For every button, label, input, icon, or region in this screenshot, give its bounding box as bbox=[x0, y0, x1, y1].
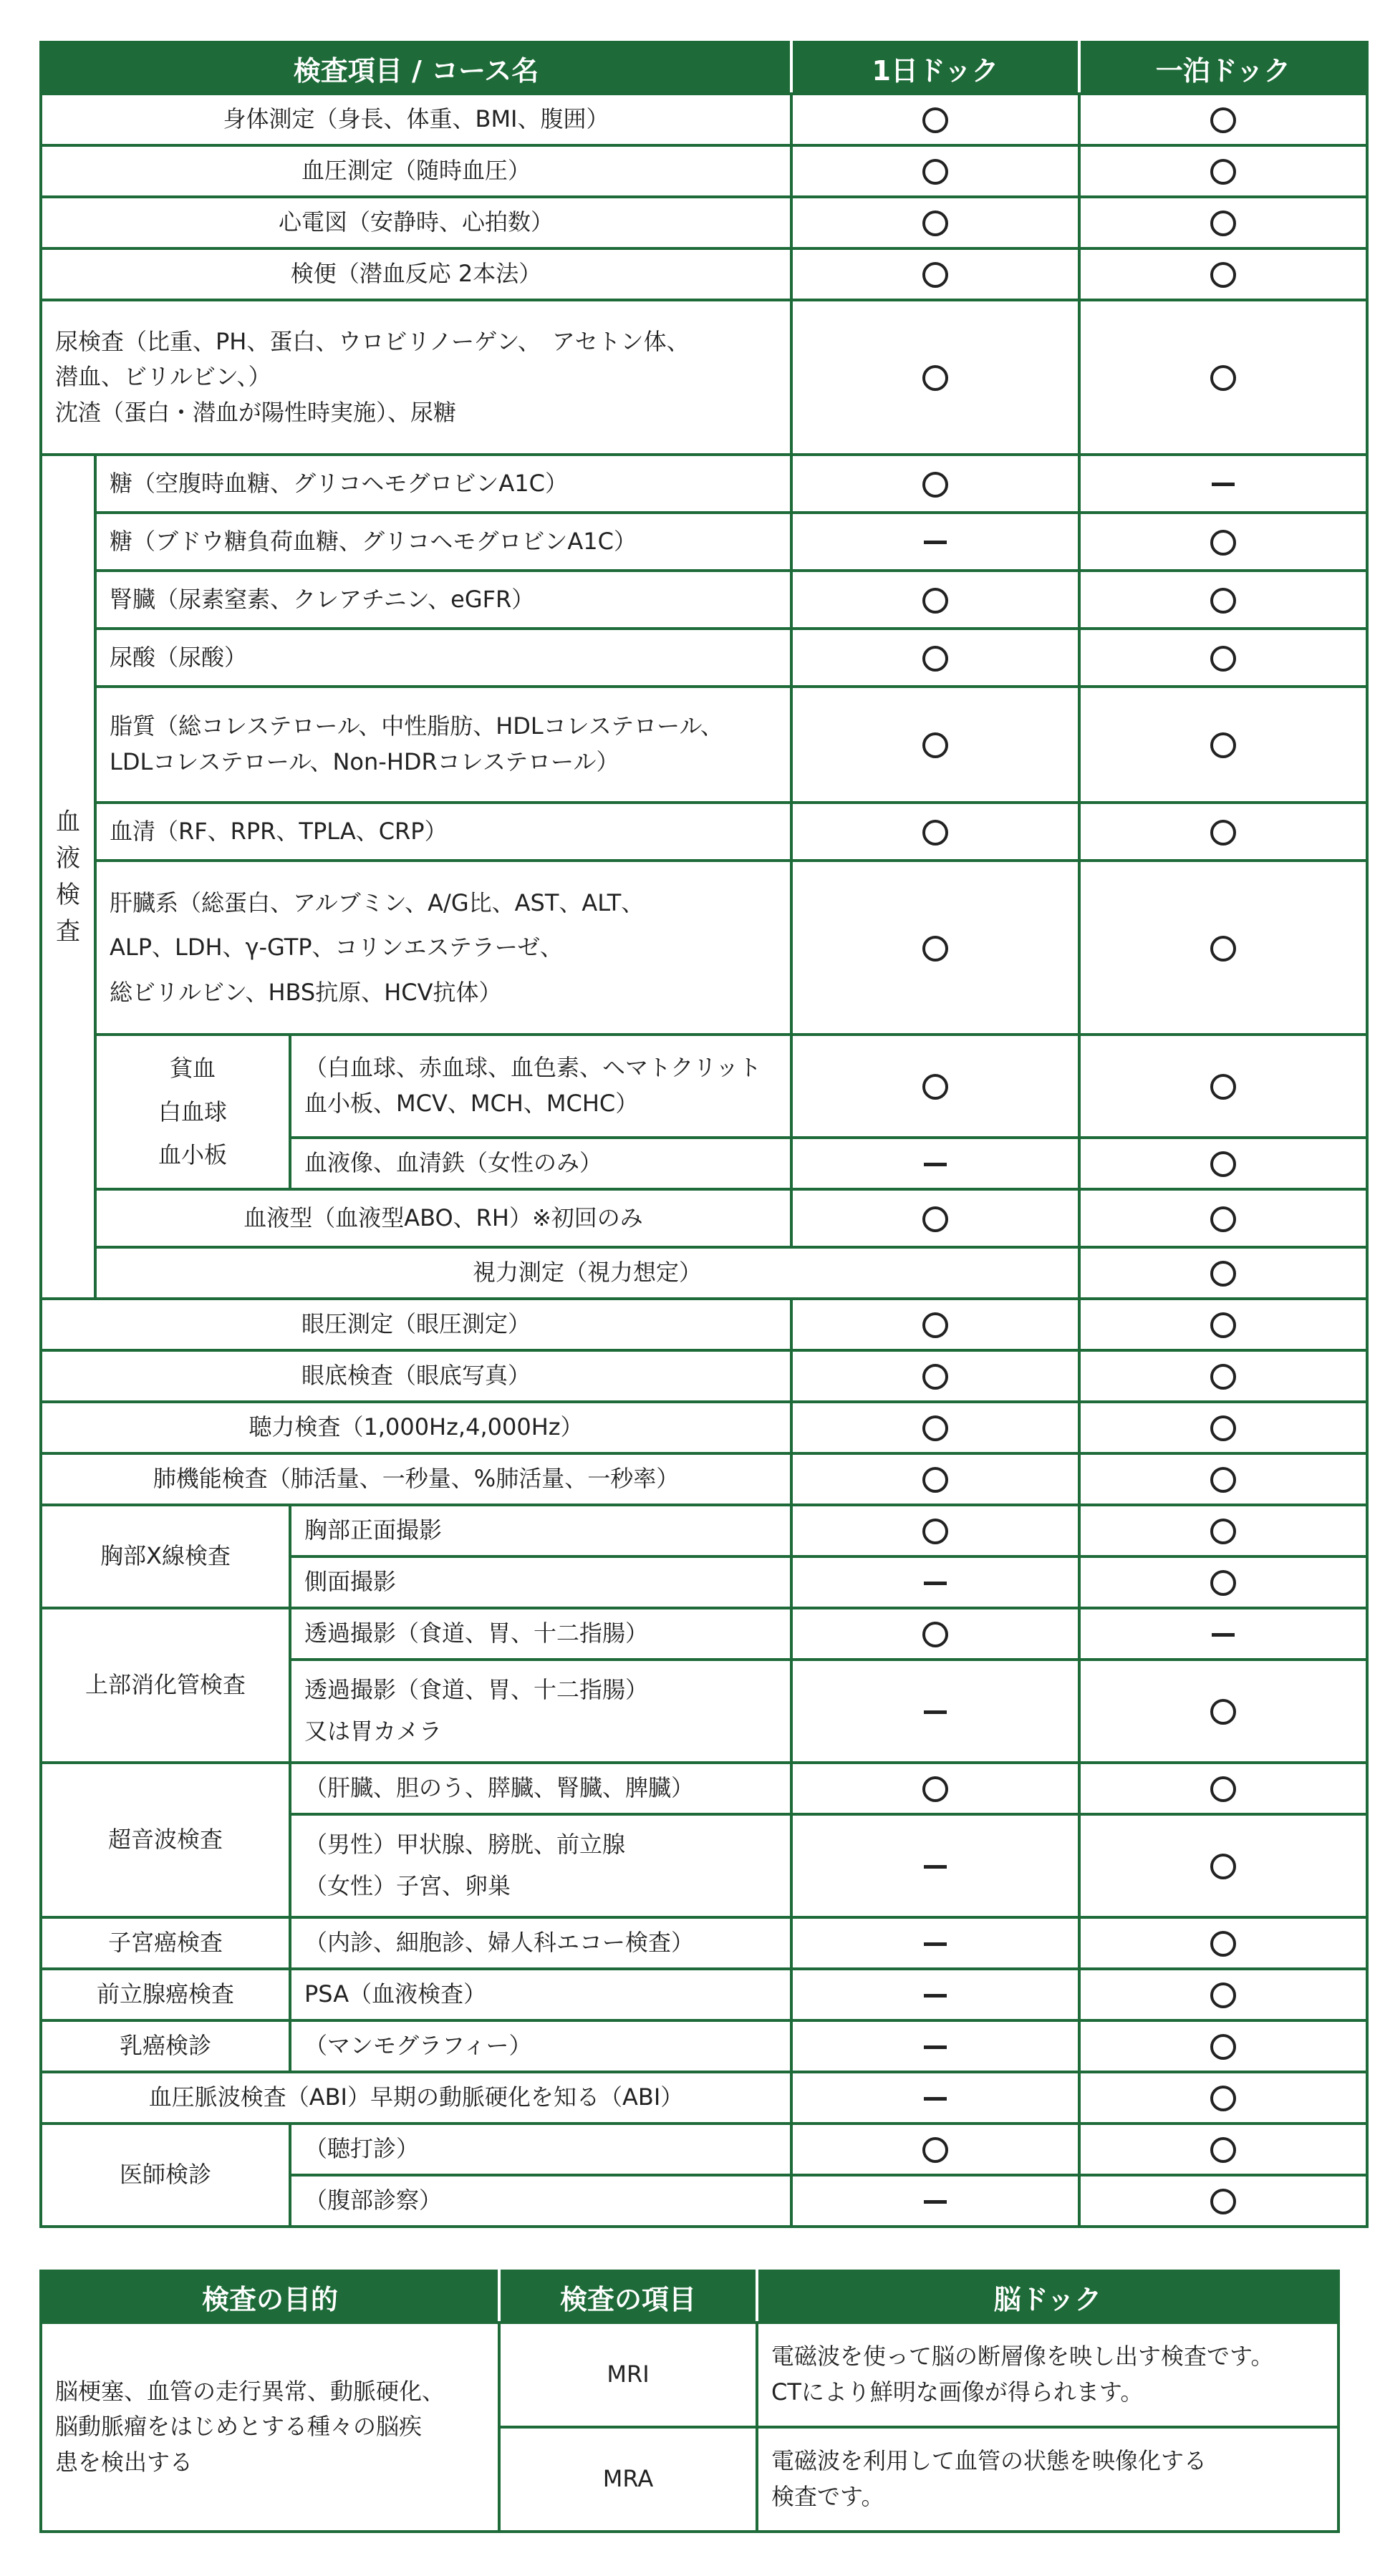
dash-mark-icon bbox=[924, 2045, 947, 2049]
mark-cell bbox=[791, 2020, 1079, 2072]
mark-cell bbox=[1079, 803, 1367, 861]
table-row bbox=[41, 2072, 1367, 2124]
mark-cell bbox=[791, 2072, 1079, 2124]
exam-label: 血圧測定（随時血圧） bbox=[41, 145, 791, 197]
exam-label: PSA（血液検査） bbox=[290, 1969, 791, 2020]
exam-label: （聴打診） bbox=[290, 2124, 791, 2175]
circle-mark-icon bbox=[1210, 1312, 1236, 1338]
circle-mark-icon bbox=[1210, 262, 1236, 288]
mark-cell bbox=[791, 803, 1079, 861]
mark-cell bbox=[791, 1556, 1079, 1608]
text-line: （男性）甲状腺、膀胱、前立腺 bbox=[304, 1831, 626, 1859]
table-row bbox=[41, 145, 1367, 197]
mark-cell bbox=[1079, 1402, 1367, 1453]
exam-label: （マンモグラフィー） bbox=[290, 2020, 791, 2072]
circle-mark-icon bbox=[1210, 1261, 1236, 1287]
table-row bbox=[41, 1035, 1367, 1138]
group-label: 超音波検査 bbox=[41, 1763, 290, 1917]
header-overnight-dock: 一泊ドック bbox=[1079, 42, 1367, 94]
header-purpose: 検査の目的 bbox=[41, 2271, 499, 2323]
exam-label: 肺機能検査（肺活量、一秒量、%肺活量、一秒率） bbox=[41, 1453, 791, 1505]
table-row bbox=[41, 1763, 1367, 1814]
group-label: 胸部X線検査 bbox=[41, 1505, 290, 1608]
exam-label-blood-count bbox=[290, 1035, 791, 1138]
circle-mark-icon bbox=[922, 107, 948, 133]
mark-cell bbox=[1079, 2072, 1367, 2124]
mark-cell bbox=[1079, 1453, 1367, 1505]
text-line: 又は胃カメラ bbox=[304, 1718, 443, 1745]
circle-mark-icon bbox=[922, 1467, 948, 1493]
mark-cell bbox=[791, 1763, 1079, 1814]
circle-mark-icon bbox=[1210, 1854, 1236, 1879]
circle-mark-icon bbox=[1210, 365, 1236, 391]
circle-mark-icon bbox=[1210, 1074, 1236, 1100]
exam-label: 血液型（血液型ABO、RH）※初回のみ bbox=[95, 1189, 791, 1247]
mark-cell bbox=[791, 1189, 1079, 1247]
table-row bbox=[41, 1247, 1367, 1299]
mark-cell bbox=[791, 571, 1079, 629]
circle-mark-icon bbox=[1210, 530, 1236, 556]
mark-cell bbox=[791, 629, 1079, 687]
mark-cell bbox=[791, 1402, 1079, 1453]
text-line: 脳梗塞、血管の走行異常、動脈硬化、 bbox=[55, 2377, 445, 2405]
group-char: 血 bbox=[56, 807, 80, 836]
dash-mark-icon bbox=[1212, 483, 1235, 486]
dash-mark-icon bbox=[924, 541, 947, 544]
circle-mark-icon bbox=[922, 588, 948, 614]
table-row bbox=[41, 2020, 1367, 2072]
text-line: ALP、LDH、γ-GTP、コリンエステラーゼ、 bbox=[110, 934, 563, 962]
mark-cell bbox=[791, 1505, 1079, 1556]
exam-label: 側面撮影 bbox=[290, 1556, 791, 1608]
mark-cell bbox=[1079, 2020, 1367, 2072]
mark-cell bbox=[1079, 248, 1367, 300]
circle-mark-icon bbox=[1210, 2034, 1236, 2060]
table-row bbox=[41, 248, 1367, 300]
mark-cell bbox=[791, 1138, 1079, 1189]
circle-mark-icon bbox=[1210, 588, 1236, 614]
exam-label: 糖（ブドウ糖負荷血糖、グリコヘモグロビンA1C） bbox=[95, 513, 791, 571]
circle-mark-icon bbox=[922, 159, 948, 185]
circle-mark-icon bbox=[1210, 1415, 1236, 1441]
circle-mark-icon bbox=[922, 1519, 948, 1544]
table-row bbox=[41, 1402, 1367, 1453]
exam-label: 腎臓（尿素窒素、クレアチニン、eGFR） bbox=[95, 571, 791, 629]
mark-cell bbox=[1079, 1138, 1367, 1189]
text-line: 白血球 bbox=[158, 1098, 227, 1125]
exam-mri: MRI bbox=[499, 2323, 757, 2427]
blood-test-group-label bbox=[41, 455, 95, 1299]
table-row bbox=[41, 94, 1367, 145]
circle-mark-icon bbox=[922, 365, 948, 391]
dash-mark-icon bbox=[924, 1942, 947, 1946]
mark-cell bbox=[1079, 145, 1367, 197]
mark-cell bbox=[1079, 1608, 1367, 1660]
mark-cell bbox=[1079, 300, 1367, 455]
circle-mark-icon bbox=[922, 1776, 948, 1802]
mark-cell bbox=[1079, 1189, 1367, 1247]
text-line: 貧血 bbox=[169, 1054, 216, 1082]
table-row bbox=[41, 861, 1367, 1035]
mark-cell bbox=[1079, 197, 1367, 248]
circle-mark-icon bbox=[1210, 1931, 1236, 1957]
circle-mark-icon bbox=[922, 1622, 948, 1647]
mark-cell bbox=[791, 455, 1079, 513]
table-row bbox=[41, 1608, 1367, 1660]
mark-cell bbox=[791, 687, 1079, 803]
header-exam-item: 検査の項目 bbox=[499, 2271, 757, 2323]
circle-mark-icon bbox=[922, 2137, 948, 2163]
exam-label-gi-camera bbox=[290, 1660, 791, 1763]
circle-mark-icon bbox=[922, 936, 948, 962]
circle-mark-icon bbox=[1210, 2086, 1236, 2111]
exam-label: （肝臓、胆のう、膵臓、腎臓、脾臓） bbox=[290, 1763, 791, 1814]
text-line: 患を検出する bbox=[55, 2448, 193, 2476]
mark-cell bbox=[1079, 1814, 1367, 1917]
exam-label: 胸部正面撮影 bbox=[290, 1505, 791, 1556]
text-line: 検査です。 bbox=[771, 2483, 884, 2510]
group-label: 前立腺癌検査 bbox=[41, 1969, 290, 2020]
purpose-cell bbox=[41, 2323, 499, 2532]
circle-mark-icon bbox=[1210, 936, 1236, 962]
table-row bbox=[41, 300, 1367, 455]
mark-cell bbox=[791, 94, 1079, 145]
text-line: 血小板、MCV、MCH、MCHC） bbox=[304, 1090, 639, 1117]
mark-cell bbox=[1079, 861, 1367, 1035]
header-exam-item: 検査項目 / コース名 bbox=[41, 42, 791, 94]
mark-cell bbox=[1079, 2175, 1367, 2227]
circle-mark-icon bbox=[1210, 732, 1236, 758]
table-row bbox=[41, 1189, 1367, 1247]
exam-label: 心電図（安静時、心拍数） bbox=[41, 197, 791, 248]
mark-cell bbox=[791, 1035, 1079, 1138]
table-row bbox=[41, 1505, 1367, 1556]
circle-mark-icon bbox=[1210, 1699, 1236, 1725]
circle-mark-icon bbox=[1210, 646, 1236, 672]
text-line: （白血球、赤血球、血色素、ヘマトクリット bbox=[304, 1054, 762, 1082]
dash-mark-icon bbox=[924, 1710, 947, 1714]
mark-cell bbox=[791, 1299, 1079, 1350]
circle-mark-icon bbox=[1210, 1206, 1236, 1232]
circle-mark-icon bbox=[1210, 210, 1236, 236]
mark-cell bbox=[1079, 1299, 1367, 1350]
group-char: 検 bbox=[56, 880, 80, 909]
circle-mark-icon bbox=[922, 1415, 948, 1441]
circle-mark-icon bbox=[922, 472, 948, 498]
circle-mark-icon bbox=[1210, 1776, 1236, 1802]
mark-cell bbox=[1079, 455, 1367, 513]
table-row bbox=[41, 455, 1367, 513]
text-line: （女性）子宮、卵巣 bbox=[304, 1872, 511, 1899]
dash-mark-icon bbox=[924, 2097, 947, 2101]
circle-mark-icon bbox=[922, 646, 948, 672]
table-row bbox=[41, 513, 1367, 571]
dash-mark-icon bbox=[924, 1994, 947, 1998]
anemia-group-label bbox=[95, 1035, 290, 1189]
mark-cell bbox=[1079, 513, 1367, 571]
text-line: 透過撮影（食道、胃、十二指腸） bbox=[304, 1676, 649, 1704]
mark-cell bbox=[1079, 687, 1367, 803]
text-line: 潜血、ビリルビン、） bbox=[55, 363, 271, 391]
group-label: 医師検診 bbox=[41, 2124, 290, 2227]
checkup-course-table bbox=[39, 41, 1369, 2228]
table-row bbox=[41, 687, 1367, 803]
table-row bbox=[41, 1299, 1367, 1350]
circle-mark-icon bbox=[922, 210, 948, 236]
exam-label-urine bbox=[41, 300, 791, 455]
mra-description bbox=[757, 2427, 1338, 2532]
circle-mark-icon bbox=[1210, 2137, 1236, 2163]
text-line: 肝臓系（総蛋白、アルブミン、A/G比、AST、ALT、 bbox=[110, 888, 645, 916]
text-line: 血小板 bbox=[158, 1141, 227, 1169]
mark-cell bbox=[1079, 1763, 1367, 1814]
dash-mark-icon bbox=[924, 1865, 947, 1869]
exam-label: 眼圧測定（眼圧測定） bbox=[41, 1299, 791, 1350]
circle-mark-icon bbox=[1210, 1519, 1236, 1544]
exam-label: 視力測定（視力想定） bbox=[95, 1247, 1079, 1299]
text-line: 電磁波を利用して血管の状態を映像化する bbox=[771, 2447, 1207, 2475]
circle-mark-icon bbox=[1210, 1151, 1236, 1177]
header-one-day-dock: 1日ドック bbox=[791, 42, 1079, 94]
group-label: 子宮癌検査 bbox=[41, 1917, 290, 1969]
exam-label: 糖（空腹時血糖、グリコヘモグロビンA1C） bbox=[95, 455, 791, 513]
circle-mark-icon bbox=[922, 262, 948, 288]
mark-cell bbox=[791, 1453, 1079, 1505]
mark-cell bbox=[1079, 1969, 1367, 2020]
table-row bbox=[41, 1350, 1367, 1402]
mark-cell bbox=[791, 248, 1079, 300]
exam-label: 血圧脈波検査（ABI）早期の動脈硬化を知る（ABI） bbox=[41, 2072, 791, 2124]
mark-cell bbox=[1079, 1350, 1367, 1402]
text-line: 尿検査（比重、PH、蛋白、ウロビリノーゲン、 アセトン体、 bbox=[55, 327, 690, 355]
exam-label: 透過撮影（食道、胃、十二指腸） bbox=[290, 1608, 791, 1660]
table-row bbox=[41, 2124, 1367, 2175]
circle-mark-icon bbox=[1210, 1467, 1236, 1493]
text-line: 沈渣（蛋白・潜血が陽性時実施）、尿糖 bbox=[55, 398, 457, 426]
circle-mark-icon bbox=[922, 1206, 948, 1232]
dash-mark-icon bbox=[924, 2200, 947, 2204]
group-label: 上部消化管検査 bbox=[41, 1608, 290, 1763]
circle-mark-icon bbox=[922, 820, 948, 846]
mark-cell bbox=[791, 1608, 1079, 1660]
dash-mark-icon bbox=[924, 1163, 947, 1166]
mri-description bbox=[757, 2323, 1338, 2427]
table-row bbox=[41, 1969, 1367, 2020]
circle-mark-icon bbox=[922, 732, 948, 758]
exam-mra: MRA bbox=[499, 2427, 757, 2532]
exam-label: 血液像、血清鉄（女性のみ） bbox=[290, 1138, 791, 1189]
text-line: 電磁波を使って脳の断層像を映し出す検査です。 bbox=[771, 2343, 1274, 2371]
exam-label: 聴力検査（1,000Hz,4,000Hz） bbox=[41, 1402, 791, 1453]
table-row bbox=[41, 629, 1367, 687]
text-line: CTにより鮮明な画像が得られます。 bbox=[771, 2378, 1144, 2406]
exam-label-ultrasound-organs bbox=[290, 1814, 791, 1917]
group-char: 液 bbox=[56, 843, 80, 873]
dash-mark-icon bbox=[1212, 1633, 1235, 1637]
table-row bbox=[41, 197, 1367, 248]
circle-mark-icon bbox=[1210, 1364, 1236, 1390]
mark-cell bbox=[791, 2124, 1079, 2175]
mark-cell bbox=[1079, 2124, 1367, 2175]
exam-label: （内診、細胞診、婦人科エコー検査） bbox=[290, 1917, 791, 1969]
table-row bbox=[41, 803, 1367, 861]
text-line: 総ビリルビン、HBS抗原、HCV抗体） bbox=[110, 978, 502, 1006]
mark-cell bbox=[1079, 1556, 1367, 1608]
exam-label: （腹部診察） bbox=[290, 2175, 791, 2227]
dash-mark-icon bbox=[924, 1582, 947, 1585]
exam-label-lipids bbox=[95, 687, 791, 803]
mark-cell bbox=[1079, 571, 1367, 629]
header-brain-dock: 脳ドック bbox=[757, 2271, 1338, 2323]
mark-cell bbox=[791, 1660, 1079, 1763]
group-char: 査 bbox=[56, 916, 80, 946]
mark-cell bbox=[1079, 94, 1367, 145]
circle-mark-icon bbox=[1210, 2189, 1236, 2214]
circle-mark-icon bbox=[1210, 107, 1236, 133]
group-label: 乳癌検診 bbox=[41, 2020, 290, 2072]
mark-cell bbox=[791, 1969, 1079, 2020]
mark-cell bbox=[1079, 1505, 1367, 1556]
exam-label: 身体測定（身長、体重、BMI、腹囲） bbox=[41, 94, 791, 145]
mark-cell bbox=[791, 1917, 1079, 1969]
table-row bbox=[41, 2323, 1338, 2427]
circle-mark-icon bbox=[1210, 159, 1236, 185]
text-line: 脂質（総コレステロール、中性脂肪、HDLコレステロール、 bbox=[110, 712, 723, 740]
exam-label: 尿酸（尿酸） bbox=[95, 629, 791, 687]
circle-mark-icon bbox=[1210, 820, 1236, 846]
mark-cell bbox=[791, 197, 1079, 248]
table-row bbox=[41, 1453, 1367, 1505]
table-row bbox=[41, 571, 1367, 629]
exam-label-liver bbox=[95, 861, 791, 1035]
mark-cell bbox=[791, 861, 1079, 1035]
mark-cell bbox=[1079, 1035, 1367, 1138]
mark-cell bbox=[791, 1814, 1079, 1917]
mark-cell bbox=[791, 2175, 1079, 2227]
mark-cell bbox=[1079, 1247, 1367, 1299]
circle-mark-icon bbox=[922, 1074, 948, 1100]
mark-cell bbox=[1079, 1917, 1367, 1969]
mark-cell bbox=[791, 513, 1079, 571]
mark-cell bbox=[791, 145, 1079, 197]
mark-cell bbox=[1079, 1660, 1367, 1763]
circle-mark-icon bbox=[922, 1364, 948, 1390]
text-line: 脳動脈瘤をはじめとする種々の脳疾 bbox=[55, 2413, 423, 2441]
exam-label: 眼底検査（眼底写真） bbox=[41, 1350, 791, 1402]
mark-cell bbox=[791, 1350, 1079, 1402]
exam-label: 血清（RF、RPR、TPLA、CRP） bbox=[95, 803, 791, 861]
circle-mark-icon bbox=[1210, 1570, 1236, 1596]
mark-cell bbox=[791, 300, 1079, 455]
table-row bbox=[41, 1917, 1367, 1969]
text-line: LDLコレステロール、Non-HDRコレステロール） bbox=[110, 748, 619, 775]
circle-mark-icon bbox=[1210, 1982, 1236, 2008]
exam-label: 検便（潜血反応 2本法） bbox=[41, 248, 791, 300]
mark-cell bbox=[1079, 629, 1367, 687]
circle-mark-icon bbox=[922, 1312, 948, 1338]
brain-dock-table bbox=[39, 2270, 1340, 2533]
